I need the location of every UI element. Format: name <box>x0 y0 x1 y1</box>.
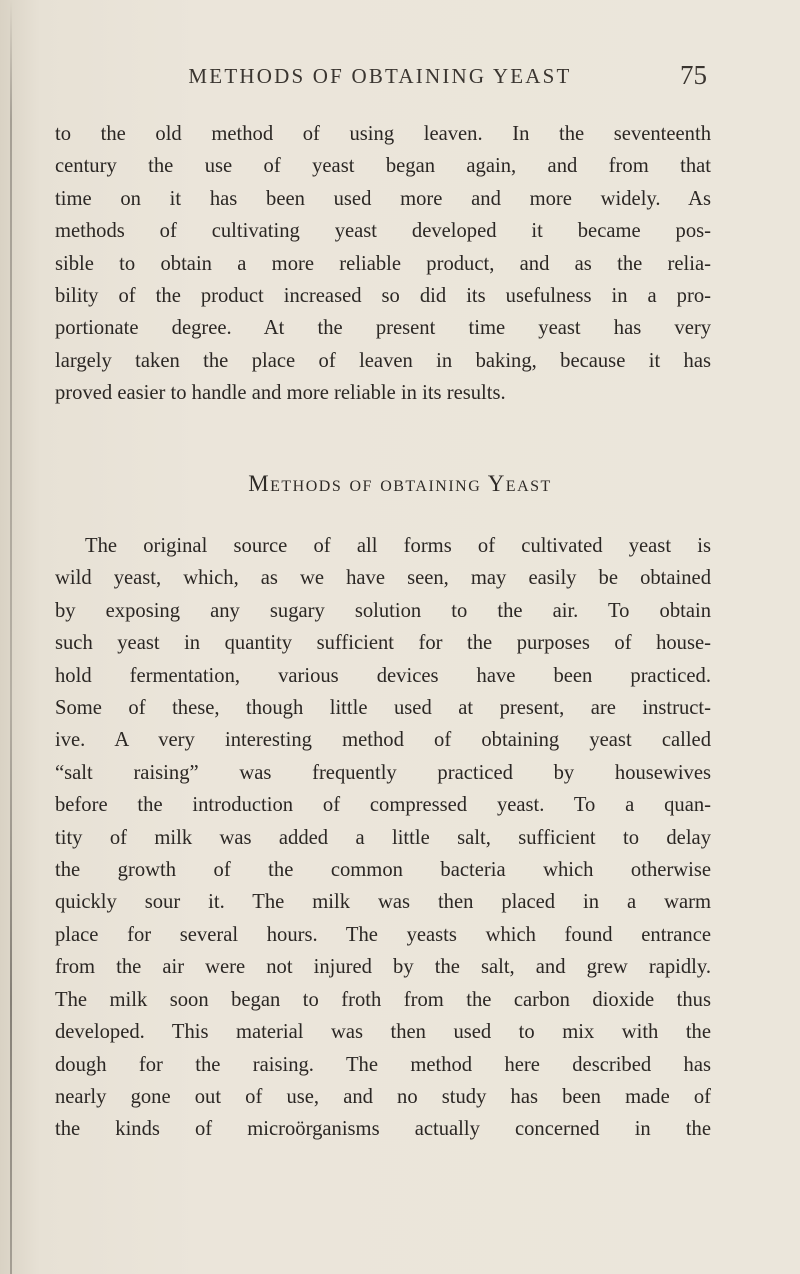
text-line: the growth of the common bacteria which otherwise <box>55 859 711 882</box>
binding-edge <box>10 0 12 1274</box>
text-line: place for several hours. The yeasts which found entrance <box>55 923 711 946</box>
running-head: METHODS OF OBTAINING YEAST <box>188 64 572 88</box>
text-line: such yeast in quantity sufficient for the purposes of house- <box>55 632 711 655</box>
paragraph-2 <box>55 530 711 1146</box>
text-line: wild yeast, which, as we have seen, may easily be obtained <box>55 567 711 590</box>
text-line: ive. A very interesting method of obtaining yeast called <box>55 729 711 752</box>
text-line: largely taken the place of leaven in baking, because it has <box>55 349 711 372</box>
text-line: before the introduction of compressed yeast. To a quan- <box>55 794 711 817</box>
text-line: by exposing any sugary solution to the air. To obtain <box>55 599 711 622</box>
text-line: to the old method of using leaven. In the seventeenth <box>55 123 711 145</box>
text-line: sible to obtain a more reliable product, and as the relia- <box>55 252 711 275</box>
text-line: nearly gone out of use, and no study has been made of <box>55 1085 711 1108</box>
text-line: hold fermentation, various devices have been practiced. <box>55 664 711 687</box>
text-line: tity of milk was added a little salt, sufficient to delay <box>55 826 711 849</box>
section-heading: Methods of obtaining Yeast <box>248 471 552 496</box>
page-number: 75 <box>680 60 707 90</box>
text-line: the kinds of microörganisms actually concerned in the <box>55 1118 711 1141</box>
text-line: from the air were not injured by the salt, and grew rapidly. <box>55 956 711 979</box>
text-line: “salt raising” was frequently practiced by housewives <box>55 761 711 784</box>
text-line: The original source of all forms of cultivated yeast is <box>85 535 711 557</box>
paragraph-1 <box>55 118 711 410</box>
text-line: developed. This material was then used to mix with the <box>55 1021 711 1044</box>
text-line: century the use of yeast began again, and from that <box>55 155 711 178</box>
text-line: dough for the raising. The method here described has <box>55 1053 711 1076</box>
text-line: time on it has been used more and more widely. As <box>55 187 711 210</box>
text-line: Some of these, though little used at present, are instruct- <box>55 697 711 720</box>
text-line: The milk soon began to froth from the carbon dioxide thus <box>55 988 711 1011</box>
text-line: proved easier to handle and more reliable in its results. <box>55 382 506 405</box>
text-line: methods of cultivating yeast developed it became pos- <box>55 220 711 243</box>
text-line: bility of the product increased so did its usefulness in a pro- <box>55 285 711 308</box>
text-line: quickly sour it. The milk was then placed in a warm <box>55 891 711 914</box>
text-line: portionate degree. At the present time yeast has very <box>55 317 711 340</box>
